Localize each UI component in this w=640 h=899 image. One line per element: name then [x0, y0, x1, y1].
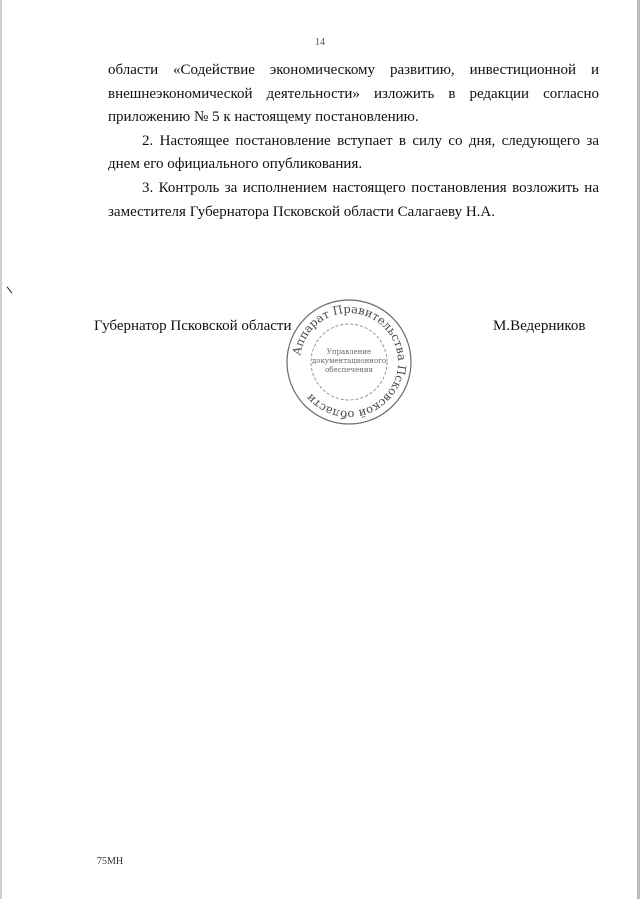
official-stamp — [283, 296, 415, 428]
paragraph-2: 2. Настоящее постановление вступает в силу со дня, следующего за днем его официального опубликования. — [108, 132, 599, 173]
stamp-seal-icon — [283, 296, 415, 428]
signature-name: М.Ведерников — [493, 318, 586, 334]
footer-code: 75МН — [97, 856, 124, 867]
paragraph-3: 3. Контроль за исполнением настоящего постановления возложить на заместителя Губернатора Псковской области Салагаеву Н.А. — [108, 179, 599, 220]
stamp-ring-text: Аппарат Правительства Псковской области — [289, 301, 410, 423]
page-number: 14 — [315, 37, 325, 48]
stamp-inner-line-3: обеспечения — [325, 366, 373, 374]
stamp-inner-line-1: Управление — [326, 348, 372, 356]
stamp-inner-line-2: документационного — [311, 357, 387, 365]
margin-tick-mark — [7, 287, 13, 294]
scan-edge-left — [0, 0, 2, 899]
paragraph-1: области «Содействие экономическому развитию, инвестиционной и внешнеэкономической деятельности» изложить в редакции согласно приложению № 5 к настоящему постановлению. — [108, 62, 599, 126]
signature-title: Губернатор Псковской области — [94, 318, 292, 334]
body-text — [108, 59, 599, 224]
